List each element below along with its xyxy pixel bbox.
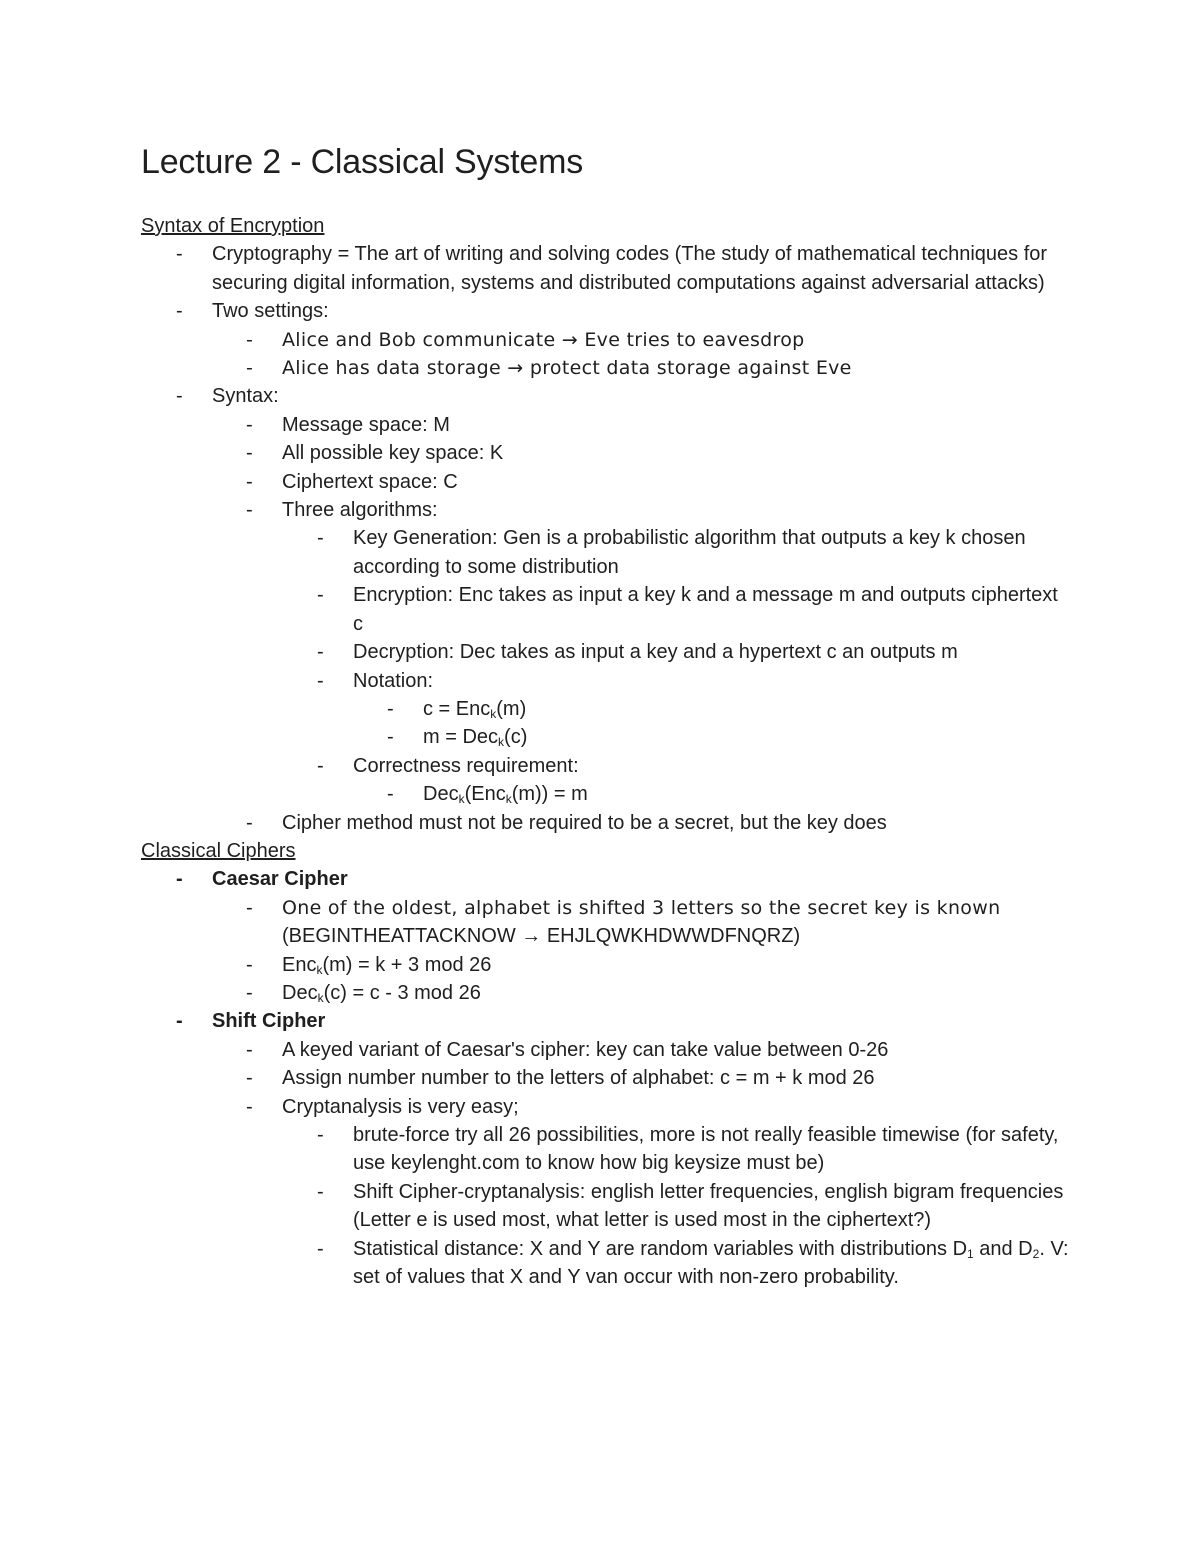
list-item: - Dec$_k$(c) = c - 3 mod 26 — [141, 979, 1071, 1007]
list-item: - Dec$_k$(Enc$_k$(m)) = m — [141, 780, 1071, 808]
list-item: - Alice has data storage → protect data storage against Eve — [141, 354, 1071, 382]
list-item: - Cryptography = The art of writing and solving codes (The study of mathematical techniques for securing digital information, systems and distributed computations against adversarial attacks) — [141, 240, 1071, 297]
page-title: Lecture 2 - Classical Systems — [141, 143, 584, 181]
list-item-caesar: - Caesar Cipher — [141, 865, 1071, 893]
list-item: - m = Dec$_k$(c) — [141, 723, 1071, 751]
list-item: - One of the oldest, alphabet is shifted 3 letters so the secret key is known (BEGINTHEATTACKNOW → EHJLQWKHDWWDFNQRZ) — [141, 894, 1071, 951]
classical-list — [141, 865, 1071, 1291]
section-heading-classical: Classical Ciphers — [141, 839, 296, 862]
list-item: - Enc$_k$(m) = k + 3 mod 26 — [141, 951, 1071, 979]
list-item: - Ciphertext space: C — [141, 468, 1071, 496]
list-item: - Correctness requirement: — [141, 752, 1071, 780]
list-item: - Syntax: — [141, 382, 1071, 410]
list-item: - Assign number number to the letters of alphabet: c = m + k mod 26 — [141, 1064, 1071, 1092]
section-heading-syntax: Syntax of Encryption — [141, 215, 325, 237]
list-item: - brute-force try all 26 possibilities, more is not really feasible timewise (for safety, use keylenght.com to know how big keysize must be) — [141, 1121, 1071, 1178]
list-item: - Three algorithms: — [141, 496, 1071, 524]
list-item: - Key Generation: Gen is a probabilistic algorithm that outputs a key k chosen according to some distribution — [141, 524, 1071, 581]
list-item: - Alice and Bob communicate → Eve tries to eavesdrop — [141, 326, 1071, 354]
list-item: - A keyed variant of Caesar's cipher: key can take value between 0-26 — [141, 1036, 1071, 1064]
list-item: - All possible key space: K — [141, 439, 1071, 467]
list-item: - Notation: — [141, 667, 1071, 695]
list-item: - Cipher method must not be required to be a secret, but the key does — [141, 809, 1071, 837]
document-page — [141, 140, 1071, 1291]
list-item: - Cryptanalysis is very easy; — [141, 1093, 1071, 1121]
list-item: - Message space: M — [141, 411, 1071, 439]
list-item: - Decryption: Dec takes as input a key and a hypertext c an outputs m — [141, 638, 1071, 666]
list-item-shift: - Shift Cipher — [141, 1007, 1071, 1035]
list-item: - c = Enc$_k$(m) — [141, 695, 1071, 723]
list-item: - Encryption: Enc takes as input a key k and a message m and outputs ciphertext c — [141, 581, 1071, 638]
list-item: - Statistical distance: X and Y are random variables with distributions $D_1$ and $D_2$. V: set of values that X and Y van occur with non-zero probability. — [141, 1235, 1071, 1292]
list-item: - Two settings: — [141, 297, 1071, 325]
syntax-list — [141, 240, 1071, 837]
list-item: - Shift Cipher-cryptanalysis: english letter frequencies, english bigram frequencies (Letter e is used most, what letter is used most in the ciphertext?) — [141, 1178, 1071, 1235]
